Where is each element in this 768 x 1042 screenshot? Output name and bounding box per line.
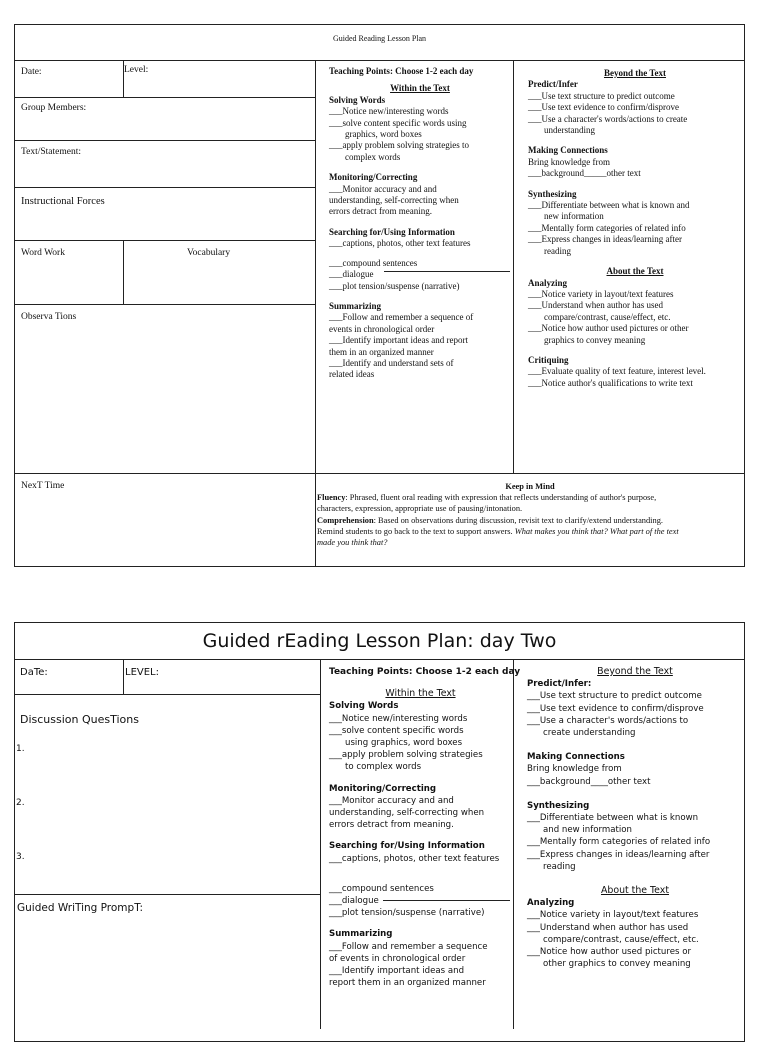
date-label: Date: [21, 67, 42, 77]
question-2: 2. [16, 798, 25, 808]
page2-title: Guided rEading Lesson Plan: day Two [202, 630, 557, 652]
question-1: 1. [16, 744, 25, 754]
teaching-points-heading: Teaching Points [329, 66, 390, 76]
page2-beyond-text: Beyond the Text Predict/Infer: ___Use text structure to predict outcome ___Use text evidence to confirm/disprove ___Use a character's words/actions to create understanding Making Connections Bring knowledge from ___background____other text Synthesizing ___Differentiate between what is known and new information ___Mentally form categories of related info ___Express changes in ideas/learning after reading About the Text Analyzing ___Notice variety in layout/text features ___Understand when author has used compare/contrast, cause/effect, etc. ___Notice how author used pictures or other graphics to convey meaning [527, 666, 743, 970]
instructional-forces-label: Instructional Forces [21, 196, 105, 207]
day2-teaching-points-heading: Teaching Points: Choose 1-2 each day [329, 667, 521, 677]
page2-teaching-points: Teaching Points: Choose 1-2 each day Within the Text Solving Words ___Notice new/interesting words ___solve content specific words using graphics, word boxes ___apply problem solving strategies to complex words Monitoring/Correcting ___Monitor accuracy and and understanding, self-correcting when errors detract from meaning. Searching for/Using Information ___captions, photos, other text features ___compound sentences ___dialogue ___plot tension/suspense (narrative) Summarizing ___Follow and remember a sequence of events in chronological order ___Identify important ideas and report them in an organized manner [329, 667, 521, 989]
observations-label: Observa Tions [21, 312, 77, 322]
day2-beyond-text-heading: Beyond the Text [597, 666, 673, 677]
next-time-label: NexT Time [21, 481, 65, 491]
day2-about-text-heading: About the Text [600, 885, 670, 897]
vocabulary-label: Vocabulary [187, 248, 231, 258]
day2-within-text-heading: Within the Text [385, 688, 456, 700]
page1-title: Guided Reading Lesson Plan [332, 34, 427, 43]
question-3: 3. [16, 852, 25, 862]
about-text-heading: About the Text [606, 266, 664, 277]
keep-in-mind-heading: Keep in Mind [505, 482, 555, 491]
day2-date-label: DaTe: [20, 667, 48, 678]
within-text-heading: Within the Text [390, 83, 450, 94]
beyond-text-heading: Beyond the Text [603, 68, 666, 78]
day2-level-label: LEVEL: [125, 667, 159, 678]
discussion-questions-label: Discussion QuesTions [20, 713, 139, 726]
group-members-label: Group Members: [21, 103, 87, 113]
level-label: Level: [124, 65, 149, 75]
text-statement-label: Text/Statement: [21, 147, 82, 157]
keep-in-mind-section: Keep in Mind Fluency: Phrased, fluent oral reading with expression that reflects understanding of author's purpose, characters, expression, appropriate use of pausing/intonation. Comprehension: Based on observations during discussion, revisit text to clarify/extend understanding. Remind students to go back to the text to support answers. What makes you think that? What part of the text made you think that? [317, 481, 743, 548]
word-work-label: Word Work [21, 248, 65, 258]
page1-beyond-text: Beyond the Text Predict/Infer ___Use text structure to predict outcome ___Use text evidence to confirm/disprove ___Use a character's words/actions to create understanding Making Connections Bring knowledge from ___background_____other text Synthesizing ___Differentiate between what is known and new information ___Mentally form categories of related info ___Express changes in ideas/learning after reading About the Text Analyzing ___Notice variety in layout/text features ___Understand when author has used compare/contrast, cause/effect, etc. ___Notice how author used pictures or other graphics to convey meaning Critiquing ___Evaluate quality of text feature, interest level. ___Notice author's qualifications to write text [528, 68, 742, 389]
writing-prompt-label: Guided WriTing PrompT: [17, 902, 143, 914]
page1-teaching-points: Teaching Points: Choose 1-2 each day Within the Text Solving Words ___Notice new/interesting words ___solve content specific words using graphics, word boxes ___apply problem solving strategies to complex words Monitoring/Correcting ___Monitor accuracy and and understanding, self-correcting when errors detract from meaning. Searching for/Using Information ___captions, photos, other text features ___compound sentences ___dialogue ___plot tension/suspense (narrative) Summarizing ___Follow and remember a sequence of events in chronological order ___Identify important ideas and report them in an organized manner ___Identify and understand sets of related ideas [329, 66, 511, 381]
